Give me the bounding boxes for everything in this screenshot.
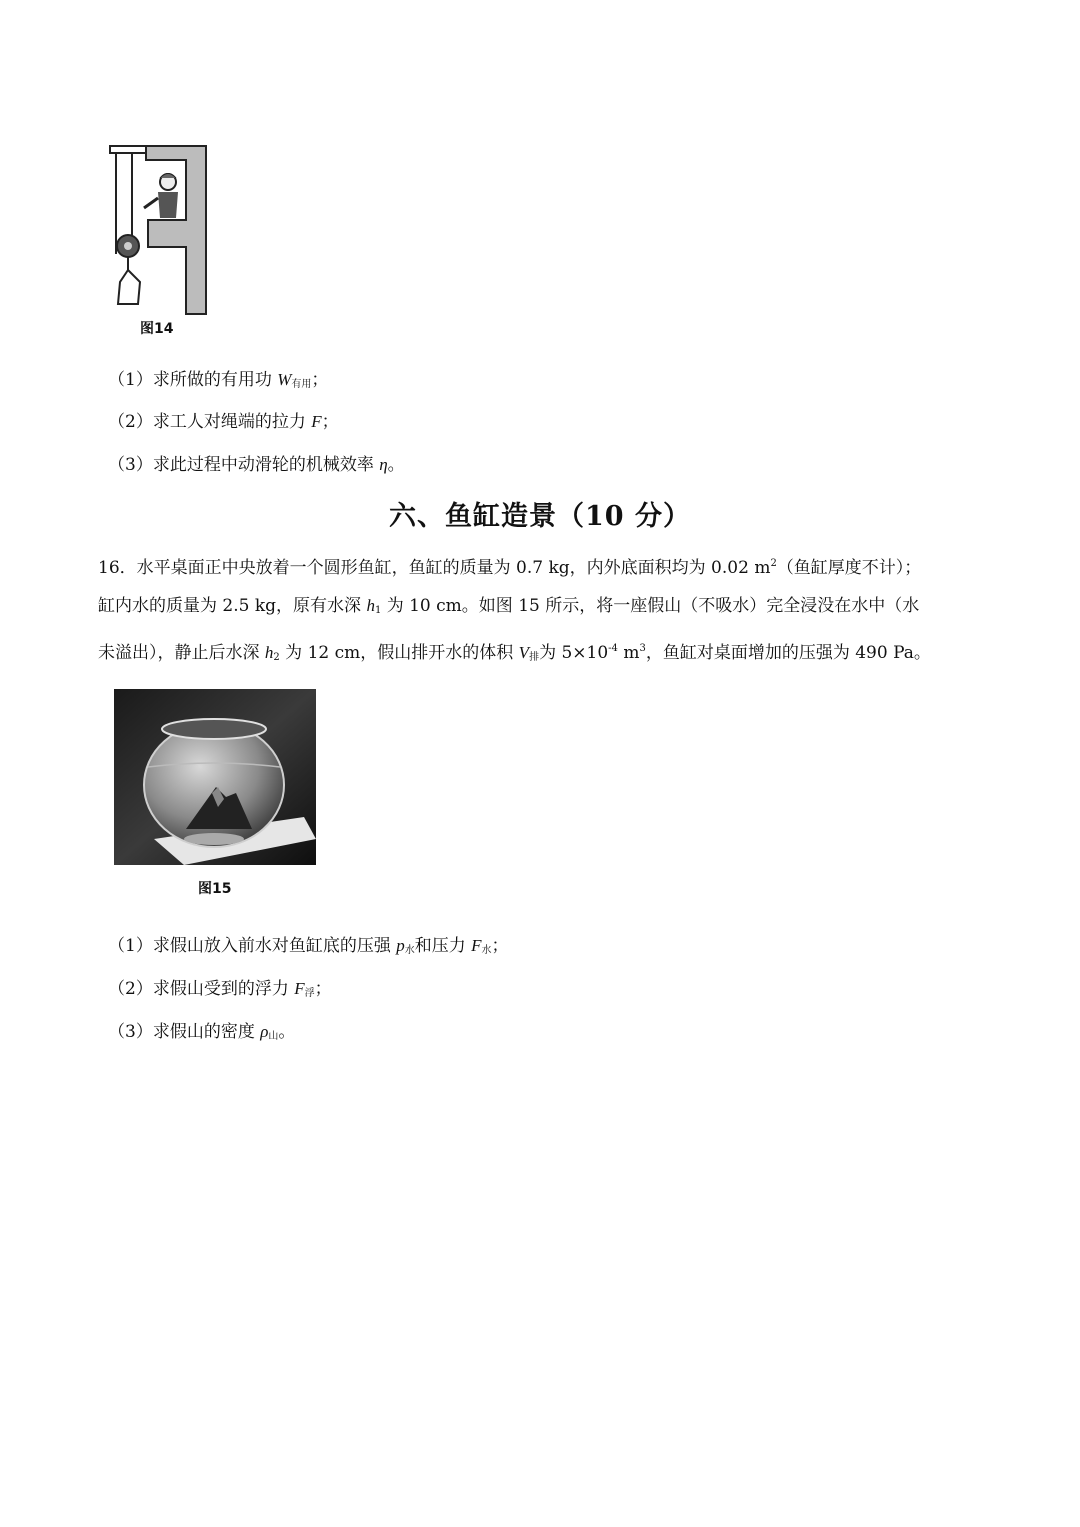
part-end: 。 [278,1022,296,1042]
part-number: （2） [108,979,153,999]
superscript: 2 [770,558,777,569]
var-symbol: h [264,643,274,662]
part-text: 求假山受到的浮力 [152,979,295,999]
q16-part-3 [108,1020,295,1049]
superscript: -4 [608,643,618,654]
var-symbol: W [277,370,292,389]
var-subscript: 水 [481,945,492,956]
part-end: 。 [387,455,405,475]
section-title: 六、鱼缸造景（10 分） [389,501,691,532]
part-end: ； [491,936,509,956]
q16-text: （鱼缸厚度不计）； [776,558,922,578]
q15-part-2 [108,410,339,434]
var-symbol: F [311,412,322,431]
part-text: 求所做的有用功 [152,370,278,390]
var-symbol: F [471,936,482,955]
pulley-worker-illustration [108,142,212,317]
figure-15-caption: 图15 [198,881,232,897]
var-subscript: 山 [268,1031,279,1042]
superscript: 3 [639,643,646,654]
figure-14 [108,142,212,317]
part-number: （1） [108,370,153,390]
part-number: （2） [108,412,153,432]
var-subscript: 2 [273,652,280,663]
var-subscript: 有用 [291,379,312,390]
part-end: ； [321,412,339,432]
q16-text: 为 5×10 [539,643,609,663]
var-subscript: 浮 [304,988,315,999]
part-number: （1） [108,936,153,956]
q16-text: 为 10 cm。如图 15 所示，将一座假山（不吸水）完全浸没在水中（水 [381,596,920,616]
q16-line-3 [98,637,931,670]
var-subscript: 水 [404,945,415,956]
part-text: 和压力 [414,936,472,956]
part-end: ； [311,370,329,390]
var-symbol: ρ [260,1022,269,1041]
q16-text: 16．水平桌面正中央放着一个圆形鱼缸，鱼缸的质量为 0.7 kg，内外底面积均为 0.02 m [98,558,771,578]
var-symbol: h [366,596,375,615]
figure-14-caption: 图14 [140,321,174,337]
part-text: 求假山放入前水对鱼缸底的压强 [152,936,397,956]
var-subscript: 1 [374,605,382,616]
q16-text: ，鱼缸对桌面增加的压强为 490 Pa。 [645,643,931,663]
part-number: （3） [108,455,153,475]
q16-text: m [617,643,640,663]
var-symbol: p [396,936,405,955]
q16-line-1 [98,552,921,580]
q15-part-3 [108,453,405,477]
part-text: 求工人对绳端的拉力 [152,412,312,432]
var-subscript: 排 [529,652,540,663]
q15-part-1 [108,368,328,397]
part-end: ； [314,979,332,999]
var-symbol: F [294,979,305,998]
part-text: 求此过程中动滑轮的机械效率 [152,455,380,475]
part-text: 求假山的密度 [152,1022,261,1042]
q16-line-2 [98,594,919,623]
var-symbol: V [518,643,530,662]
part-number: （3） [108,1022,153,1042]
q16-text: 缸内水的质量为 2.5 kg，原有水深 [98,596,367,616]
q16-text: 为 12 cm，假山排开水的体积 [279,643,519,663]
var-symbol: η [379,455,388,474]
q16-text: 未溢出），静止后水深 [98,643,265,663]
figure-15 [114,689,316,865]
fishbowl-photo [114,689,316,865]
q16-part-1 [108,934,509,963]
q16-part-2 [108,977,332,1006]
